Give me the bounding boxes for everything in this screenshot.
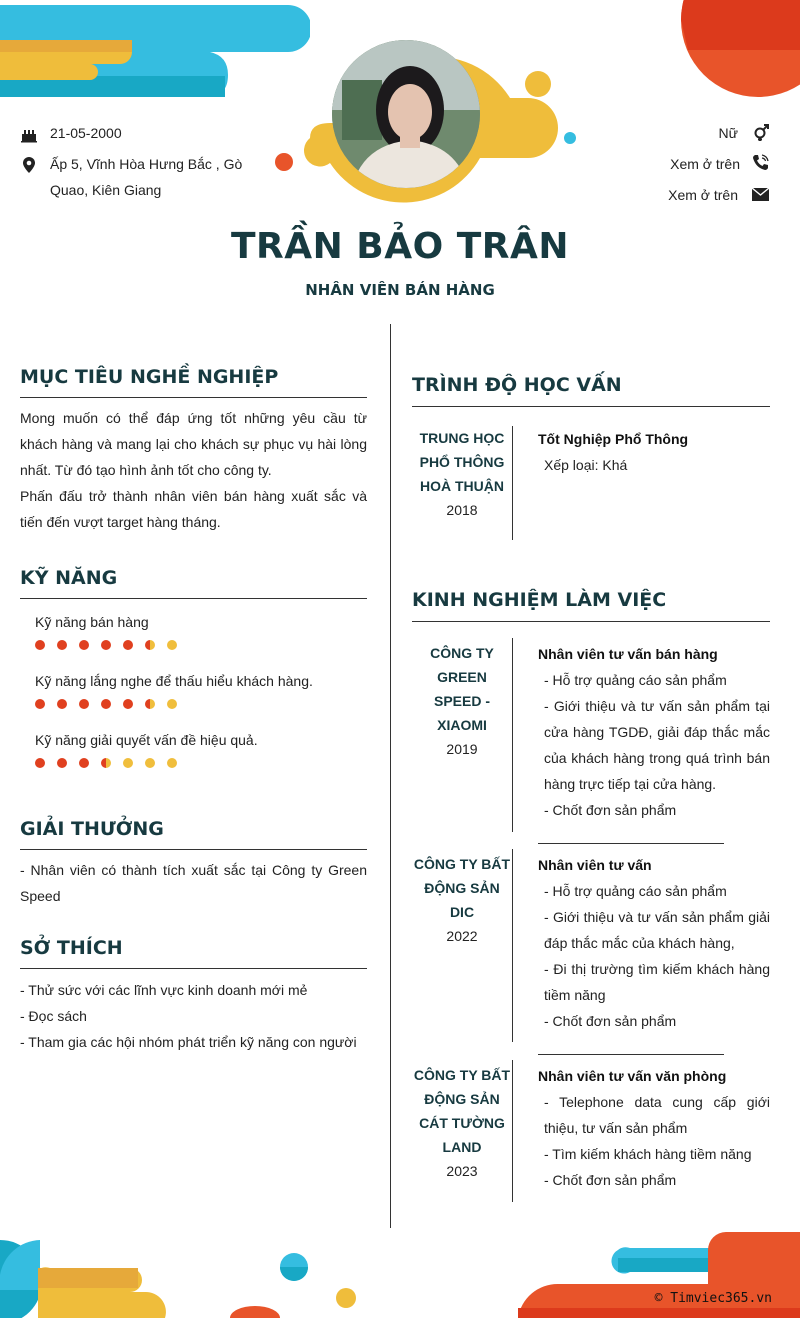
education-rule xyxy=(412,406,770,407)
job-separator xyxy=(538,1054,724,1055)
job-bullet: - Giới thiệu và tư vấn sản phẩm giải đáp thắc mắc của khách hàng, xyxy=(544,909,770,951)
skill-dot-empty xyxy=(167,758,177,768)
education-title: TRÌNH ĐỘ HỌC VẤN xyxy=(412,374,622,396)
job-year: 2022 xyxy=(446,928,478,944)
awards-text: - Nhân viên có thành tích xuất sắc tại Công ty Green Speed xyxy=(20,862,367,904)
location-pin-icon xyxy=(20,156,38,174)
degree-title: Tốt Nghiệp Phổ Thông xyxy=(538,431,689,447)
job-company xyxy=(412,1063,512,1183)
skill-dot-full xyxy=(35,758,45,768)
gender-icon xyxy=(752,123,770,141)
decor-bottom-left xyxy=(0,1230,380,1318)
candidate-name: TRẦN BẢO TRÂN xyxy=(230,226,569,267)
job-company xyxy=(412,852,512,948)
job-bullet: - Đi thị trường tìm kiếm khách hàng tiềm năng xyxy=(544,961,770,1003)
phone-icon xyxy=(752,154,769,171)
avatar-portrait xyxy=(332,40,480,188)
company-name: CÔNG TY GREEN SPEED - XIAOMI xyxy=(430,645,494,733)
job-role: Nhân viên tư vấn xyxy=(538,857,652,873)
awards-rule xyxy=(20,849,367,850)
hobby-item: - Đọc sách xyxy=(20,1008,87,1024)
skill-name: Kỹ năng bán hàng xyxy=(35,614,149,630)
skill-dot-empty xyxy=(145,758,155,768)
phone-text: Xem ở trên xyxy=(670,156,740,172)
skill-dot-half xyxy=(145,699,155,709)
skill-dot-full xyxy=(57,640,67,650)
email-text: Xem ở trên xyxy=(668,187,738,203)
job-company xyxy=(412,641,512,761)
email-envelope-icon xyxy=(752,188,769,201)
hobby-item: - Tham gia các hội nhóm phát triển kỹ năng con người xyxy=(20,1034,357,1050)
job-bullet: - Chốt đơn sản phẩm xyxy=(544,1013,677,1029)
objective-title: MỤC TIÊU NGHỀ NGHIỆP xyxy=(20,366,279,388)
job-separator xyxy=(538,843,724,844)
experience-rule xyxy=(412,621,770,622)
job-bullet: - Tìm kiếm khách hàng tiềm năng xyxy=(544,1146,752,1162)
skill-dot-full xyxy=(57,758,67,768)
job-role: Nhân viên tư vấn văn phòng xyxy=(538,1068,727,1084)
degree-grade: Xếp loại: Khá xyxy=(544,457,628,473)
column-divider xyxy=(390,324,391,1228)
skill-dot-full xyxy=(101,640,111,650)
hobbies-rule xyxy=(20,968,367,969)
skills-rule xyxy=(20,598,367,599)
gender-text: Nữ xyxy=(718,125,738,141)
skill-dot-full xyxy=(35,640,45,650)
job-timeline xyxy=(512,1060,513,1202)
skill-dot-full xyxy=(123,640,133,650)
decor-top-left xyxy=(0,0,310,100)
birthday-text: 21-05-2000 xyxy=(50,125,122,141)
decor-top-right xyxy=(668,0,800,100)
skill-dot-full xyxy=(79,758,89,768)
company-name: CÔNG TY BẤT ĐỘNG SẢN CÁT TƯỜNG LAND xyxy=(413,1067,511,1155)
skill-dot-full xyxy=(35,699,45,709)
skill-dot-empty xyxy=(167,699,177,709)
skill-dot-half xyxy=(145,640,155,650)
job-timeline xyxy=(512,638,513,832)
skill-rating xyxy=(35,640,177,650)
skill-dot-full xyxy=(79,699,89,709)
job-timeline xyxy=(512,849,513,1042)
skill-name: Kỹ năng lắng nghe để thấu hiểu khách hàng. xyxy=(35,673,313,689)
footer-copyright: © Timviec365.vn xyxy=(654,1291,772,1306)
skill-rating xyxy=(35,758,177,768)
job-year: 2019 xyxy=(446,741,478,757)
skill-dot-empty xyxy=(123,758,133,768)
skill-name: Kỹ năng giải quyết vấn đề hiệu quả. xyxy=(35,732,258,748)
school-name-text: TRUNG HỌC PHỔ THÔNG HOÀ THUẬN xyxy=(419,430,505,494)
school-year: 2018 xyxy=(446,502,478,518)
skill-dot-full xyxy=(123,699,133,709)
skills-title: KỸ NĂNG xyxy=(20,567,118,589)
skill-dot-empty xyxy=(167,640,177,650)
job-bullet: - Giới thiệu và tư vấn sản phẩm tại cửa hàng TGDĐ, giải đáp thắc mắc của khách hàng trong quá trình bán hàng trực tiếp tại cửa hàng. xyxy=(544,698,770,792)
job-role: Nhân viên tư vấn bán hàng xyxy=(538,646,718,662)
job-position: NHÂN VIÊN BÁN HÀNG xyxy=(305,281,495,299)
company-name: CÔNG TY BẤT ĐỘNG SẢN DIC xyxy=(413,856,511,920)
birthday-cake-icon xyxy=(20,125,38,143)
skill-dot-full xyxy=(79,640,89,650)
education-timeline xyxy=(512,426,513,540)
job-bullet: - Chốt đơn sản phẩm xyxy=(544,802,677,818)
objective-rule xyxy=(20,397,367,398)
job-bullet: - Telephone data cung cấp giới thiệu, tư vấn sản phẩm xyxy=(544,1094,770,1136)
skill-dot-half xyxy=(101,758,111,768)
avatar xyxy=(332,40,480,188)
skill-dot-full xyxy=(57,699,67,709)
job-bullet: - Hỗ trợ quảng cáo sản phẩm xyxy=(544,883,727,899)
objective-line-2: Phấn đấu trở thành nhân viên bán hàng xuất sắc và tiến đến vượt target hàng tháng. xyxy=(20,488,367,530)
school-name xyxy=(412,426,512,522)
hobby-item: - Thử sức với các lĩnh vực kinh doanh mới mẻ xyxy=(20,982,308,998)
job-bullet: - Hỗ trợ quảng cáo sản phẩm xyxy=(544,672,727,688)
job-bullet: - Chốt đơn sản phẩm xyxy=(544,1172,677,1188)
skill-dot-full xyxy=(101,699,111,709)
hobbies-title: SỞ THÍCH xyxy=(20,937,123,959)
address-line-2: Quao, Kiên Giang xyxy=(50,182,162,198)
job-year: 2023 xyxy=(446,1163,478,1179)
awards-title: GIẢI THƯỞNG xyxy=(20,818,164,840)
objective-line-1: Mong muốn có thể đáp ứng tốt những yêu cầu từ khách hàng và mang lại cho khách sự phục vụ hài lòng nhất. Từ đó tạo hình ảnh tốt cho công ty. xyxy=(20,410,367,478)
skill-rating xyxy=(35,699,177,709)
experience-title: KINH NGHIỆM LÀM VIỆC xyxy=(412,589,667,611)
address-line-1: Ấp 5, Vĩnh Hòa Hưng Bắc , Gò xyxy=(50,156,243,172)
